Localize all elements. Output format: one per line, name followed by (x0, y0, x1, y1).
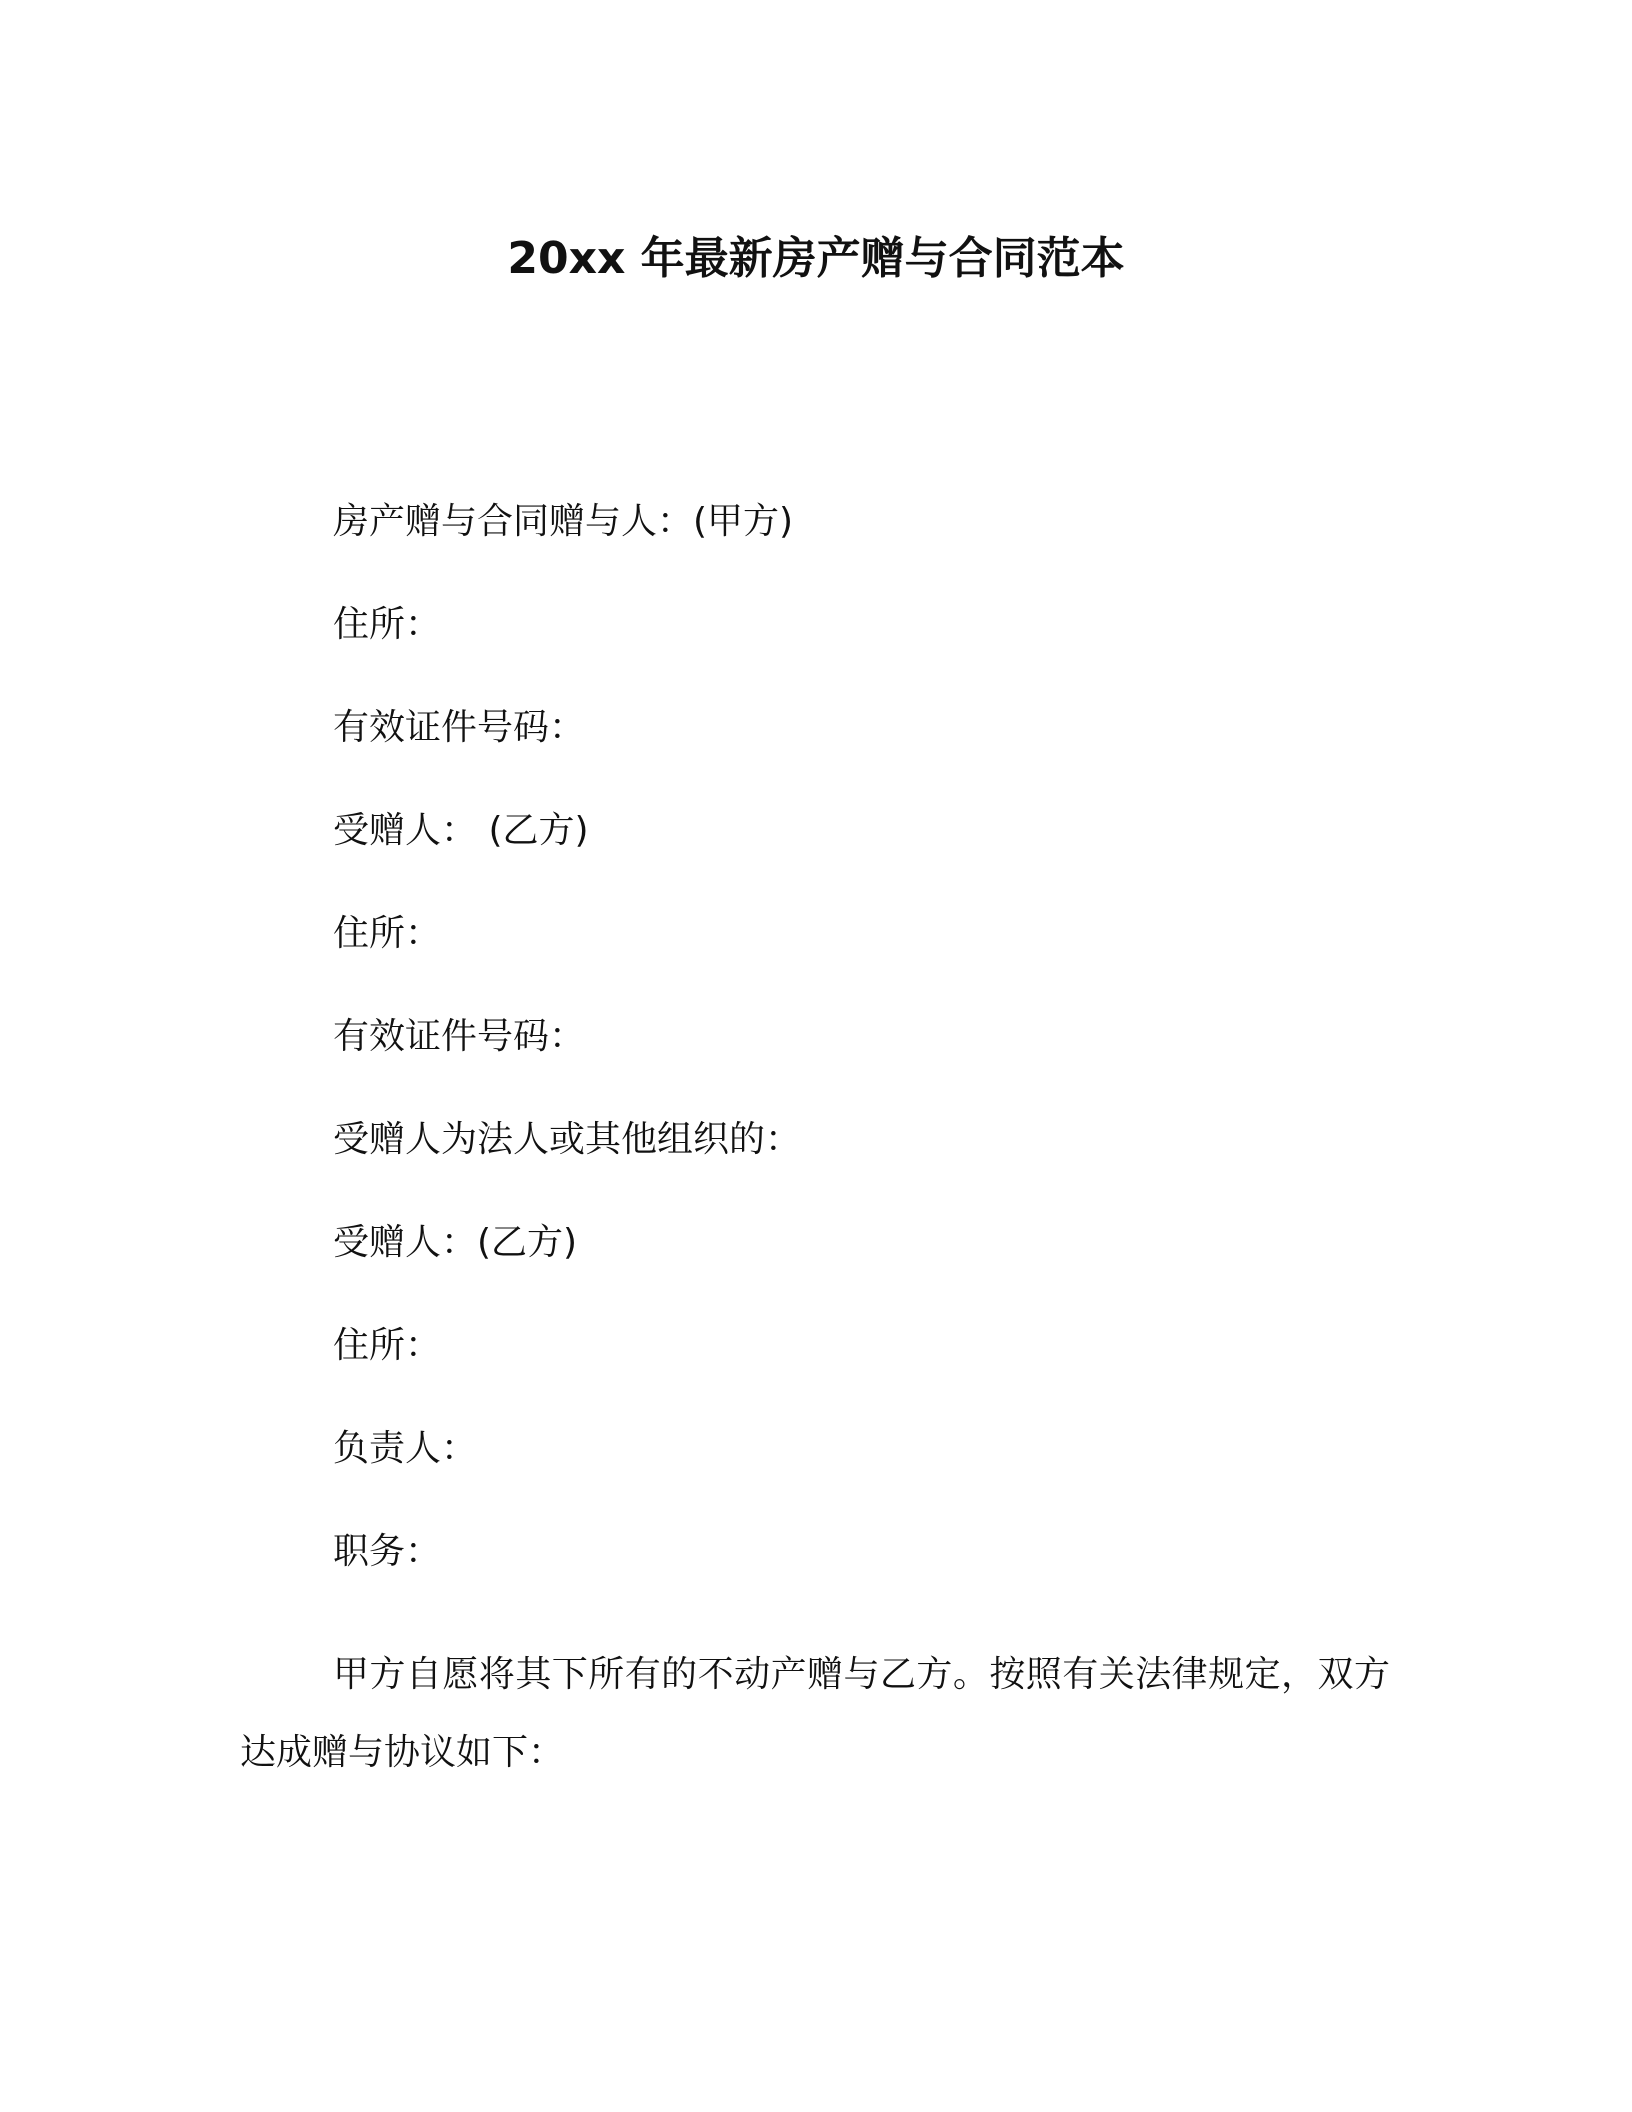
responsible-person-label: 负责人： (333, 1428, 478, 1469)
org-recipient-heading: 受赠人为法人或其他组织的： (333, 1119, 802, 1160)
org-address-label: 住所： (333, 1325, 442, 1366)
agreement-paragraph: 甲方自愿将其下所有的不动产赠与乙方。按照有关法律规定，双方达成赠与协议如下： (240, 1654, 1390, 1773)
recipient-address-label: 住所： (333, 913, 442, 954)
donor-address-label: 住所： (333, 604, 442, 645)
recipient-label: 受赠人： (乙方) (333, 810, 589, 851)
document-title: 20xx 年最新房产赠与合同范本 (507, 233, 1125, 284)
org-recipient-label: 受赠人：(乙方) (333, 1222, 578, 1263)
donor-id-label: 有效证件号码： (333, 707, 586, 748)
recipient-id-label: 有效证件号码： (333, 1016, 586, 1057)
donor-label: 房产赠与合同赠与人：(甲方) (333, 501, 794, 542)
position-label: 职务： (333, 1531, 442, 1572)
